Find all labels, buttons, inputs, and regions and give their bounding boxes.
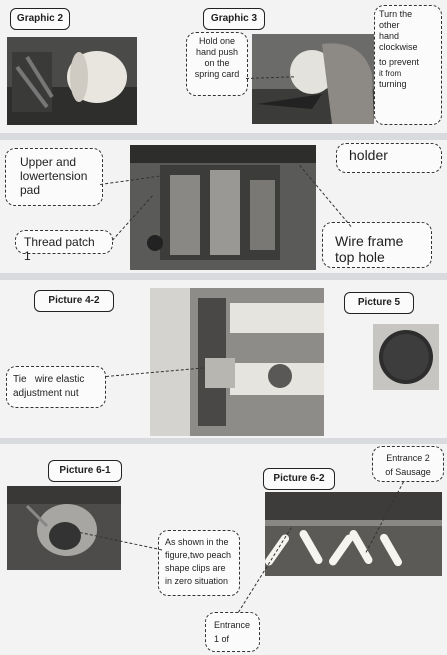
hold-line-2: hand push [195,47,239,57]
entrance-1-callout [205,612,260,652]
photo-graphic-3 [252,34,374,124]
holder-text: holder [349,147,388,163]
hand-push-photo [252,34,374,124]
sausage-entrance-photo [265,492,442,576]
peach-line-1: As shown in the [165,537,229,547]
entrance-2-line-1: Entrance 2 [386,453,430,463]
tie-wire-nut-callout [6,366,106,408]
turn-other-hand-callout [374,5,442,125]
panel-picture-4-2 [0,280,447,438]
photo-picture-4-2 [150,288,324,436]
hold-line-3: on the [204,58,230,68]
holder-callout [336,143,442,173]
wire-frame-callout [322,222,432,268]
turn-line-4: clockwise [379,42,418,52]
picture-4-2-label: Picture 4-2 [34,290,114,312]
hold-one-hand-callout [186,32,248,96]
upper-line-1: Upper and [20,155,77,169]
panel-picture-6 [0,444,447,655]
upper-line-2: lowertension [20,169,88,183]
photo-picture-6-2 [265,492,442,576]
entrance-1-line-2: 1 of [214,634,230,644]
upper-line-3: pad [20,183,41,197]
turn-line-1: Turn the [379,9,413,19]
entrance-1-line-1: Entrance [214,620,251,630]
round-disc-photo [373,324,439,390]
photo-graphic-2 [7,37,137,125]
peach-line-4: in zero situation [165,576,229,586]
thread-patch-text: Thread patch 1 [24,235,95,263]
tie-wire-line-1: Tie wire elastic [13,374,85,385]
thread-patch-callout [15,230,113,263]
wire-frame-line-2: top hole [335,249,385,265]
chain-mechanism-photo [150,288,324,436]
hold-line-1: Hold one [198,36,236,46]
peach-clip-assembly-photo [7,486,121,570]
thread-spool-photo [7,37,137,125]
entrance-2-callout [372,446,444,482]
tension-assembly-photo [130,145,316,270]
turn-line-6: it from [379,69,402,78]
photo-tension-assembly [130,145,316,270]
turn-line-2: other [379,20,400,30]
photo-picture-5 [373,324,439,390]
tie-wire-line-2: adjustment nut [13,388,79,399]
graphic-2-label: Graphic 2 [10,8,70,30]
upper-lower-tension-callout [5,148,103,206]
entrance-2-line-2: of Sausage [385,467,431,477]
peach-clips-callout [158,530,240,596]
picture-6-1-label: Picture 6-1 [48,460,122,482]
peach-line-3: shape clips are [165,563,226,573]
picture-6-2-label: Picture 6-2 [263,468,335,490]
graphic-3-label: Graphic 3 [203,8,265,30]
picture-5-label: Picture 5 [344,292,414,314]
panel-tension-pads [0,140,447,273]
turn-line-3: hand [379,31,400,41]
peach-line-2: figure,two peach [165,550,232,560]
photo-picture-6-1 [7,486,121,570]
panel-graphic-2-3 [0,0,447,133]
turn-line-7: turning [379,79,407,89]
wire-frame-line-1: Wire frame [335,233,404,249]
hold-line-4: spring card [194,69,240,79]
turn-line-5: to prevent [379,57,420,67]
